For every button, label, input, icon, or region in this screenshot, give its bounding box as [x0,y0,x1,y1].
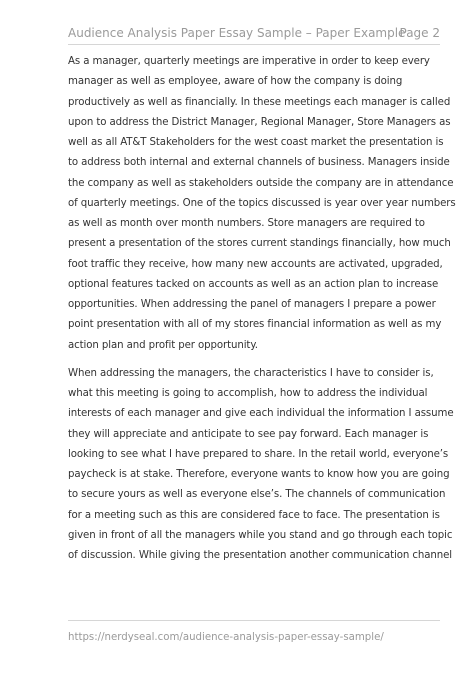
essay-body [68,52,456,566]
text-line: When addressing the managers, the characteristics I have to consider is, [68,367,434,379]
text-line: productively as well as financially. In these meetings each manager is called [68,96,451,108]
text-line: upon to address the District Manager, Regional Manager, Store Managers as [68,116,451,128]
text-line: what this meeting is going to accomplish, how to address the individual [68,388,428,399]
text-line: manager as well as employee, aware of how the company is doing [68,76,403,88]
text-line: well as all AT&T Stakeholders for the west coast market the presentation is [68,137,444,148]
text-line: opportunities. When addressing the panel of managers I prepare a power [68,299,436,310]
text-line: paycheck is at stake. Therefore, everyone wants to know how you are going [68,469,450,480]
text-line: of discussion. While giving the presentation another communication channel [68,550,453,561]
text-line: interests of each manager and give each individual the information I assume [68,408,454,420]
page-header [68,24,440,42]
footer-source-link[interactable]: https://nerdyseal.com/audience-analysis-paper-essay-sample/ [68,632,384,643]
text-line: point presentation with all of my stores financial information as well as my [68,319,442,331]
text-line: they will appreciate and anticipate to see pay forward. Each manager is [68,428,429,440]
text-line: to address both internal and external channels of business. Managers inside [68,157,450,169]
text-line: as well as month over month numbers. Store managers are required to [68,218,425,229]
text-line: of quarterly meetings. One of the topics discussed is year over year numbers [68,197,456,209]
text-line: looking to see what I have prepared to share. In the retail world, everyone’s [68,448,449,460]
paragraph-2 [68,364,454,567]
text-line: foot traffic they receive, how many new accounts are activated, upgraded, [68,258,443,270]
text-line: optional features tacked on accounts as well as an action plan to increase [68,278,439,290]
paragraph-1 [68,52,456,356]
text-line: to secure yours as well as everyone else’s. The channels of communication [68,489,446,501]
footer-divider [68,620,440,621]
text-line: present a presentation of the stores current standings financially, how much [68,238,451,250]
header-divider [68,44,440,45]
text-line: given in front of all the managers while you stand and go through each topic [68,529,453,541]
text-line: As a manager, quarterly meetings are imperative in order to keep every [68,56,430,67]
text-line: the company as well as stakeholders outside the company are in attendance [68,177,454,189]
text-line: action plan and profit per opportunity. [68,339,258,351]
header-title: Audience Analysis Paper Essay Sample – Paper Example [68,26,406,40]
header-page-number: Page 2 [399,26,440,40]
text-line: for a meeting such as this are considered face to face. The presentation is [68,509,440,521]
